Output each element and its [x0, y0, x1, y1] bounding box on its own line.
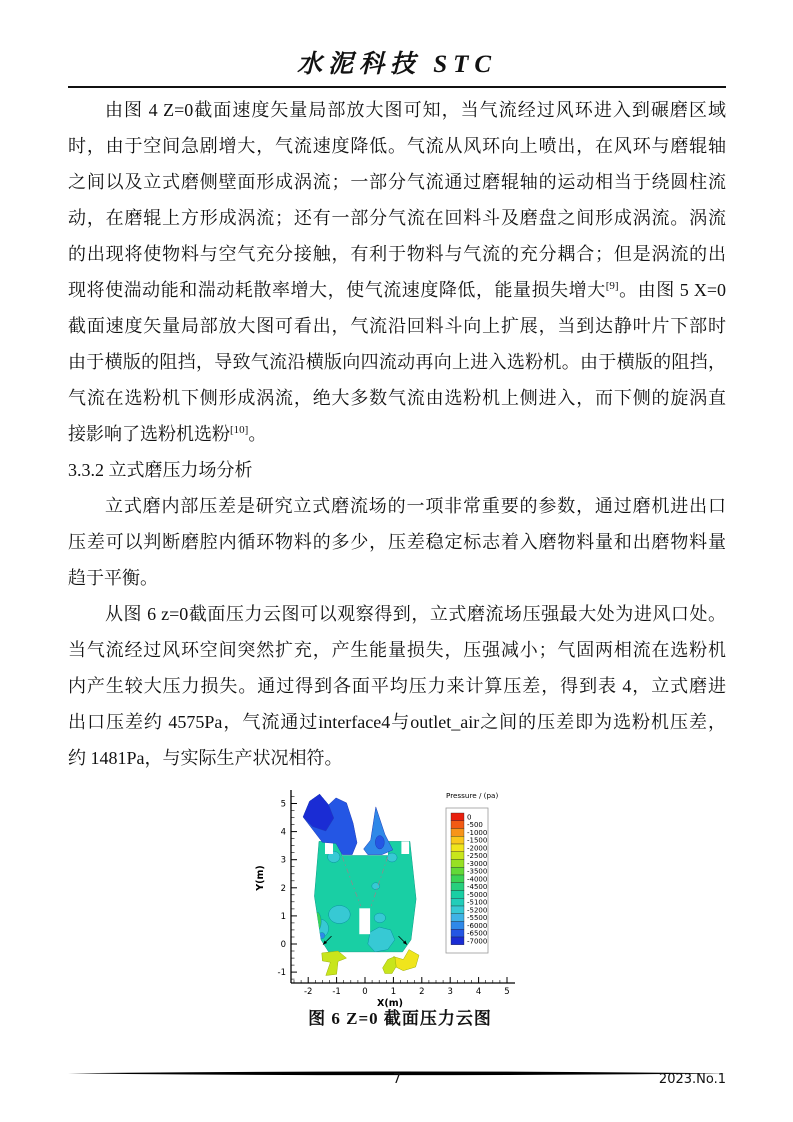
x-tick-label: -2 [303, 987, 313, 997]
legend-entry [451, 836, 487, 844]
legend-swatch [451, 898, 464, 906]
figure-caption: 图 6 Z=0 截面压力云图 [308, 1009, 492, 1028]
legend-label: -5200 [467, 906, 488, 915]
x-tick-label: 5 [504, 987, 510, 997]
x-tick-label: 0 [362, 987, 368, 997]
low-pressure-spot [329, 906, 351, 924]
legend-entry [451, 922, 487, 930]
legend-swatch [451, 821, 464, 829]
x-tick-label: 4 [475, 987, 482, 997]
legend-label: -6500 [467, 929, 488, 938]
legend-swatch [451, 922, 464, 930]
citation-ref: [10] [230, 424, 249, 436]
y-tick-label: 3 [280, 855, 286, 866]
green-spot [312, 912, 321, 931]
legend-label: -500 [467, 821, 483, 829]
section-heading: 3.3.2 立式磨压力场分析 [68, 460, 253, 480]
legend-entry [451, 906, 487, 914]
legend-label: -4500 [467, 883, 488, 891]
citation-ref: [9] [605, 280, 619, 292]
y-tick-label: -1 [277, 968, 286, 979]
text-line: 之间以及立式磨侧壁面形成涡流；一部分气流通过磨辊轴的运动相当于绕圆柱流 [68, 172, 726, 192]
text-line: 立式磨内部压差是研究立式磨流场的一项非常重要的参数，通过磨机进出口 [105, 496, 726, 516]
legend-swatch [451, 883, 464, 891]
text-line: 接影响了选粉机选粉[10]。 [68, 424, 267, 444]
text-line: 内产生较大压力损失。通过得到各面平均压力来计算压差，得到表 4，立式磨进 [68, 676, 726, 696]
legend-label: -1000 [467, 828, 488, 837]
outlet-left [322, 951, 347, 976]
ear-notch-right [401, 841, 409, 854]
legend-label: -2000 [467, 844, 488, 853]
legend-entry [451, 937, 487, 945]
text-line: 由图 4 Z=0截面速度矢量局部放大图可知，当气流经过风环进入到碾磨区域 [105, 100, 726, 120]
y-tick-label: 5 [280, 799, 286, 810]
legend-label: -6000 [467, 921, 488, 930]
legend-swatch [451, 813, 464, 821]
text-line: 约 1481Pa，与实际生产状况相符。 [68, 748, 343, 768]
figure-6 [250, 778, 550, 1036]
y-tick-label: 1 [280, 911, 286, 922]
legend-entry [451, 852, 487, 860]
legend-label: -2500 [467, 852, 488, 860]
text-line: 由于横版的阻挡，导致气流沿横版向四流动再向上进入选粉机。由于横版的阻挡， [68, 352, 726, 372]
text-line: 从图 6 z=0截面压力云图可以观察得到，立式磨流场压强最大处为进风口处。 [105, 604, 726, 624]
legend-title: Pressure / (pa) [446, 791, 499, 800]
outlet-right [393, 950, 419, 971]
text-line: 当气流经过风环空间突然扩充，产生能量损失，压强减小；气固两相流在选粉机 [68, 640, 726, 660]
legend-label: -5000 [467, 890, 488, 899]
outlet-right-b [383, 957, 397, 974]
x-tick-label: -1 [332, 987, 341, 997]
inlet-jet-right-core [375, 836, 384, 849]
legend-swatch [451, 867, 464, 875]
text-line: 出口压差约 4575Pa，气流通过interface4与outlet_air之间的压差即为选粉机压差， [68, 712, 726, 732]
legend-label: -5500 [467, 914, 488, 923]
legend-swatch [451, 844, 464, 852]
legend-entry [451, 821, 483, 829]
legend-label: -5100 [467, 898, 488, 907]
legend-swatch [451, 929, 464, 937]
x-tick-label: 1 [390, 987, 397, 997]
journal-header-title: 水泥科技 STC [296, 51, 498, 78]
legend-swatch [451, 875, 464, 883]
notch-corner-spot [387, 853, 397, 862]
text-line: 气流在选粉机下侧形成涡流，绝大多数气流由选粉机上侧进入，而下侧的旋涡直 [68, 388, 726, 408]
blue-dot [319, 933, 325, 939]
text-line: 趋于平衡。 [68, 568, 158, 588]
legend-entry [451, 898, 487, 906]
legend-label: -4000 [467, 875, 488, 884]
y-tick-label: 2 [280, 883, 286, 894]
legend-label: -3500 [467, 867, 488, 876]
footer-rule [68, 1064, 726, 1071]
legend-label: 0 [467, 813, 472, 822]
y-axis-label: Y(m) [255, 865, 266, 891]
text-line: 现将使湍动能和湍动耗散率增大，使气流速度降低，能量损失增大[9]。由图 5 X=0 [68, 280, 726, 300]
text-line: 的出现将使物料与空气充分接触，有利于物料与气流的充分耦合；但是涡流的出 [68, 244, 726, 264]
x-tick-label: 3 [447, 987, 453, 997]
legend-swatch [451, 937, 464, 945]
legend-label: -3000 [467, 859, 488, 868]
legend-swatch [451, 829, 464, 837]
legend-swatch [451, 852, 464, 860]
x-tick-label: 2 [419, 987, 425, 997]
low-pressure-spot [374, 913, 385, 923]
legend-entry [451, 867, 487, 875]
legend-swatch [451, 914, 464, 922]
y-tick-label: 4 [280, 827, 286, 838]
footer-issue: 2023.No.1 [658, 1072, 726, 1087]
legend-label: -7000 [467, 937, 488, 946]
article [68, 92, 726, 776]
legend-swatch [451, 860, 464, 868]
y-tick-label: 0 [280, 940, 286, 950]
legend-entry [451, 883, 487, 891]
inlet-jet-left-core [303, 794, 334, 831]
legend-label: -1500 [467, 836, 488, 845]
text-line: 压差可以判断磨腔内循环物料的多少，压差稳定标志着入磨物料量和出磨物料量 [68, 532, 726, 552]
legend-swatch [451, 836, 464, 844]
contour-plot-svg [250, 778, 550, 1036]
legend-swatch [451, 906, 464, 914]
text-line: 时，由于空间急剧增大，气流速度降低。气流从风环向上喷出，在风环与磨辊轴 [68, 136, 726, 156]
footer-page-number: 7 [392, 1072, 402, 1087]
roller-gap [359, 908, 370, 934]
x-axis-label: X(m) [377, 998, 403, 1009]
legend-swatch [451, 891, 464, 899]
text-line: 截面速度矢量局部放大图可看出，气流沿回料斗向上扩展，当到达静叶片下部时 [68, 316, 726, 336]
header-rule [68, 86, 726, 88]
text-line: 动，在磨辊上方形成涡流；还有一部分气流在回料斗及磨盘之间形成涡流。涡流 [68, 208, 726, 228]
